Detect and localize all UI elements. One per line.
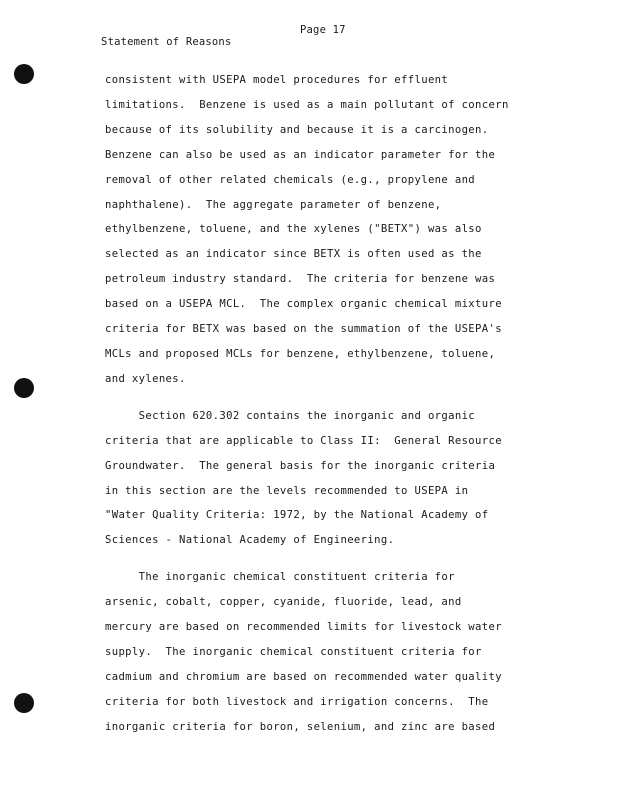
paragraph-gap bbox=[105, 553, 565, 565]
text-line: consistent with USEPA model procedures for effluent bbox=[105, 74, 449, 86]
text-line: MCLs and proposed MCLs for benzene, ethylbenzene, toluene, bbox=[105, 347, 496, 360]
text-line: Sciences - National Academy of Engineering. bbox=[105, 534, 395, 547]
paragraph bbox=[105, 404, 565, 553]
text-line: Benzene can also be used as an indicator parameter for the bbox=[105, 148, 496, 161]
text-line: in this section are the levels recommended to USEPA in bbox=[105, 484, 469, 497]
binder-hole-bottom bbox=[14, 693, 34, 713]
text-line: limitations. Benzene is used as a main pollutant of concern bbox=[105, 98, 509, 111]
paragraph-gap bbox=[105, 392, 565, 404]
text-line: criteria that are applicable to Class II: General Resource bbox=[105, 434, 502, 447]
text-line: supply. The inorganic chemical constituent criteria for bbox=[105, 645, 482, 658]
document-body bbox=[105, 68, 565, 740]
text-line: Groundwater. The general basis for the inorganic criteria bbox=[105, 459, 496, 472]
text-line: arsenic, cobalt, copper, cyanide, fluoride, lead, and bbox=[105, 596, 462, 609]
page-number: Page 17 bbox=[300, 24, 346, 36]
paragraph bbox=[105, 68, 565, 392]
text-line: criteria for BETX was based on the summation of the USEPA's bbox=[105, 323, 502, 336]
text-line: based on a USEPA MCL. The complex organic chemical mixture bbox=[105, 298, 502, 311]
binder-hole-middle bbox=[14, 378, 34, 398]
text-line: mercury are based on recommended limits for livestock water bbox=[105, 621, 502, 634]
text-line: petroleum industry standard. The criteria for benzene was bbox=[105, 273, 496, 286]
page-header bbox=[88, 24, 346, 60]
document-title: Statement of Reasons bbox=[101, 36, 232, 48]
text-line: and xylenes. bbox=[105, 372, 186, 385]
text-line: criteria for both livestock and irrigation concerns. The bbox=[105, 695, 489, 708]
paragraph bbox=[105, 565, 565, 739]
binder-hole-top bbox=[14, 64, 34, 84]
text-line: inorganic criteria for boron, selenium, and zinc are based bbox=[105, 720, 496, 733]
text-line: "Water Quality Criteria: 1972, by the National Academy of bbox=[105, 509, 489, 522]
text-line: selected as an indicator since BETX is often used as the bbox=[105, 248, 482, 261]
text-line: Section 620.302 contains the inorganic and organic bbox=[105, 409, 476, 422]
text-line: The inorganic chemical constituent criteria for bbox=[105, 571, 455, 584]
text-line: ethylbenzene, toluene, and the xylenes ("BETX") was also bbox=[105, 223, 482, 236]
text-line: cadmium and chromium are based on recommended water quality bbox=[105, 670, 502, 683]
text-line: naphthalene). The aggregate parameter of benzene, bbox=[105, 198, 442, 211]
text-line: removal of other related chemicals (e.g., propylene and bbox=[105, 173, 476, 186]
text-line: because of its solubility and because it is a carcinogen. bbox=[105, 123, 489, 136]
